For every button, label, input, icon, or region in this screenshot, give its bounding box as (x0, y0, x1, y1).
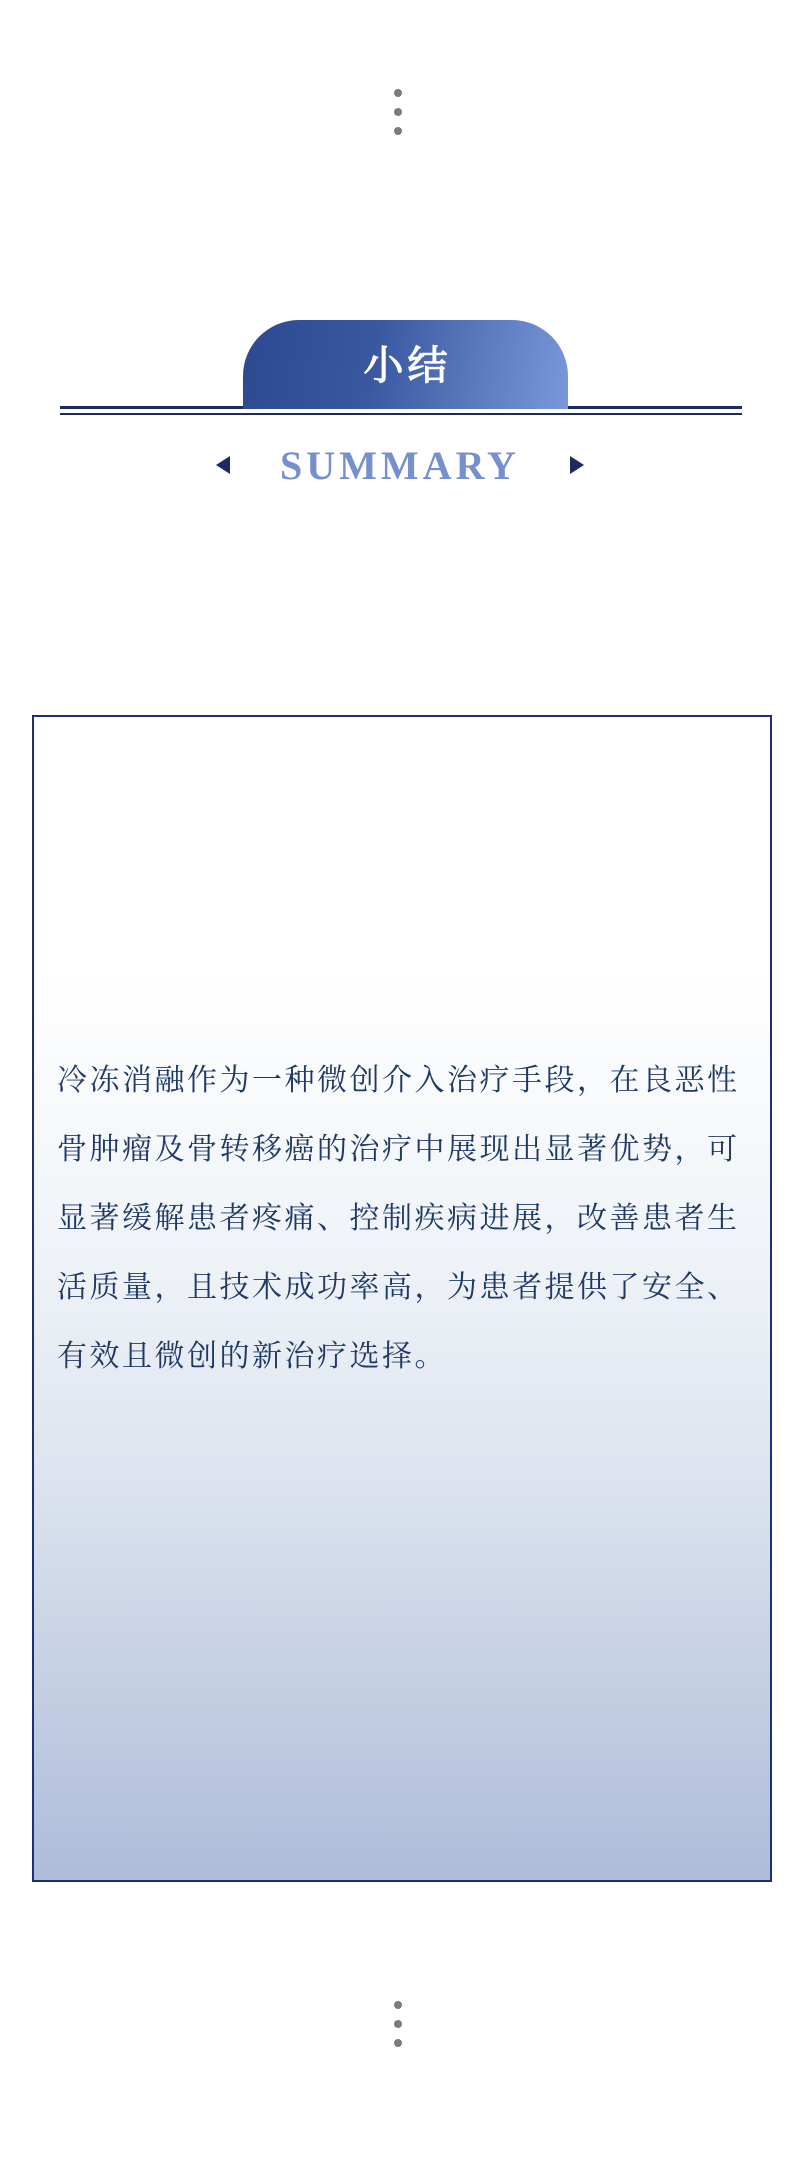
dot (394, 2039, 402, 2047)
summary-header (0, 0, 800, 520)
paragraph-line: 有效且微创的新治疗选择。 (57, 1340, 447, 1373)
dot (394, 2001, 402, 2009)
paragraph-line: 活质量，且技术成功率高，为患者提供了安全、 (57, 1271, 740, 1304)
section-title: 小结 (363, 343, 452, 388)
paragraph-line: 显著缓解患者疼痛、控制疾病进展，改善患者生 (57, 1202, 740, 1235)
paragraph-line: 骨肿瘤及骨转移癌的治疗中展现出显著优势，可 (57, 1133, 740, 1166)
bottom-ellipsis-icon (394, 2001, 402, 2047)
summary-content-box (32, 715, 772, 1882)
section-title-banner (243, 320, 568, 409)
right-triangle-icon (570, 456, 584, 474)
left-triangle-icon (216, 456, 230, 474)
summary-label: SUMMARY (280, 442, 520, 488)
divider-rule-bottom (60, 413, 742, 415)
paragraph-line: 冷冻消融作为一种微创介入治疗手段，在良恶性 (57, 1064, 740, 1097)
summary-subtitle-row (0, 440, 800, 490)
dot (394, 2020, 402, 2028)
